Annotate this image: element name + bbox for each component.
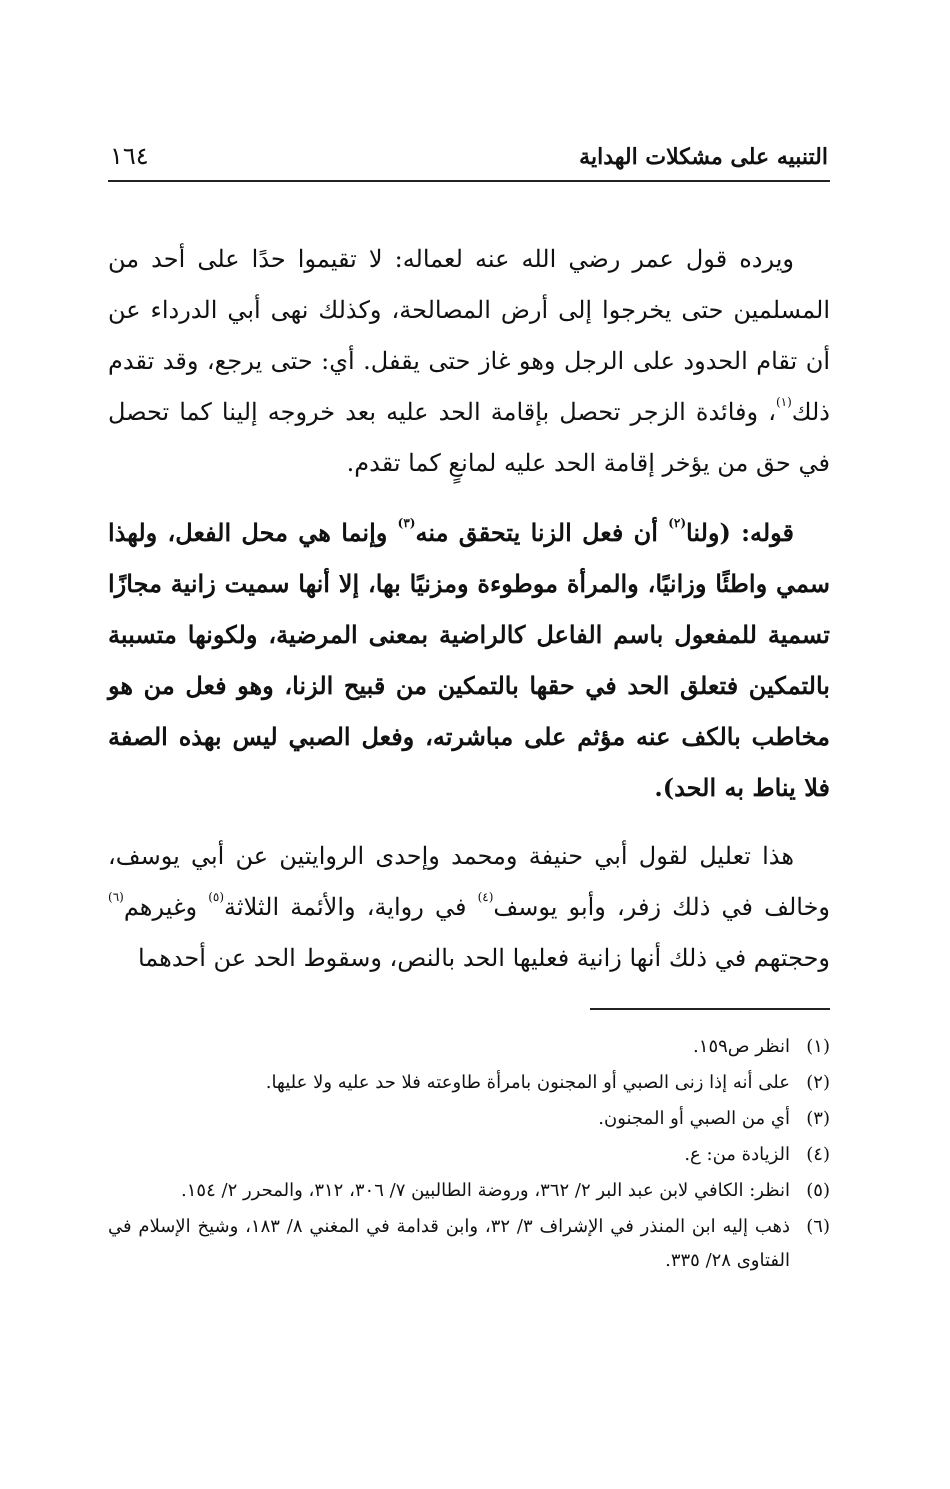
footnote-marker: (٦) (108, 890, 124, 904)
text-run: ويرده قول عمر رضي الله عنه لعماله: لا تقيموا حدًا على أحد من المسلمين حتى يخرجوا إلى أرض المصالحة، وكذلك نهى أبي الدرداء عن أن تقام الحدود على الرجل وهو غاز حتى يقفل. أي: حتى يرجع، وقد تقدم ذلك (108, 245, 830, 426)
paragraph-2-quoted-text (108, 507, 830, 813)
footnote-text: الزيادة من: ع. (684, 1144, 790, 1165)
footnote-marker: (٥) (208, 890, 225, 904)
page-header (108, 140, 830, 182)
footnote-4 (108, 1138, 830, 1172)
book-page (108, 140, 830, 1340)
footnote-3 (108, 1102, 830, 1136)
footnote-number: (٥) (806, 1180, 830, 1201)
footnotes-list (108, 1030, 830, 1278)
footnote-text: انظر ص١٥٩. (693, 1036, 790, 1057)
running-title: التنبيه على مشكلات الهداية (579, 144, 828, 170)
text-run: هذا تعليل لقول أبي حنيفة ومحمد وإحدى الروايتين عن أبي يوسف، وخالف في ذلك زفر، وأبو يوسف (108, 842, 830, 921)
footnote-2 (108, 1066, 830, 1100)
page-number: ١٦٤ (110, 142, 149, 170)
footnote-marker: (٣) (397, 516, 416, 530)
footnote-number: (٦) (806, 1216, 830, 1237)
footnote-text: أي من الصبي أو المجنون. (598, 1108, 790, 1129)
footnote-number: (٣) (806, 1108, 830, 1129)
paragraph-3 (108, 831, 830, 984)
footnote-text: على أنه إذا زنى الصبي أو المجنون بامرأة طاوعته فلا حد عليه ولا عليها. (265, 1072, 790, 1093)
text-run: في رواية، والأئمة الثلاثة (224, 893, 478, 921)
text-run: أن فعل الزنا يتحقق منه (415, 518, 669, 547)
footnote-6 (108, 1210, 830, 1278)
text-run: قوله: (ولنا (686, 518, 795, 547)
footnote-text: انظر: الكافي لابن عبد البر ٢/ ٣٦٢، وروضة الطالبين ٧/ ٣٠٦، ٣١٢، والمحرر ٢/ ١٥٤. (181, 1180, 790, 1201)
footnote-marker: (٢) (668, 516, 687, 530)
paragraph-1 (108, 234, 830, 489)
text-run: وحجتهم في ذلك أنها زانية فعليها الحد بالنص، وسقوط الحد عن أحدهما (137, 944, 830, 972)
footnote-number: (٢) (806, 1072, 830, 1093)
footnote-marker: (٤) (477, 890, 494, 904)
text-run: وغيرهم (123, 893, 209, 921)
footnote-separator (590, 1008, 830, 1010)
footnote-marker: (١) (775, 395, 792, 409)
footnote-number: (١) (806, 1036, 830, 1057)
text-run: ، وفائدة الزجر تحصل بإقامة الحد عليه بعد خروجه إلينا كما تحصل في حق من يؤخر إقامة الحد عليه لمانعٍ كما تقدم. (108, 398, 830, 477)
footnote-1 (108, 1030, 830, 1064)
footnote-text: ذهب إليه ابن المنذر في الإشراف ٣/ ٣٢، وابن قدامة في المغني ٨/ ١٨٣، وشيخ الإسلام في الفتاوى ٢٨/ ٣٣٥. (108, 1216, 791, 1271)
footnote-number: (٤) (806, 1144, 830, 1165)
text-run: وإنما هي محل الفعل، ولهذا سمي واطئًا وزانيًا، والمرأة موطوءة ومزنيًا بها، إلا أنها سميت زانية مجازًا تسمية للمفعول باسم الفاعل كالراضية بمعنى المرضية، ولكونها متسببة بالتمكين فتعلق الحد في حقها بالتمكين من قبيح الزنا، وهو فعل من هو مخاطب بالكف عنه مؤثم على مباشرته، وفعل الصبي ليس بهذه الصفة فلا يناط به الحد). (108, 518, 830, 802)
footnote-5 (108, 1174, 830, 1208)
